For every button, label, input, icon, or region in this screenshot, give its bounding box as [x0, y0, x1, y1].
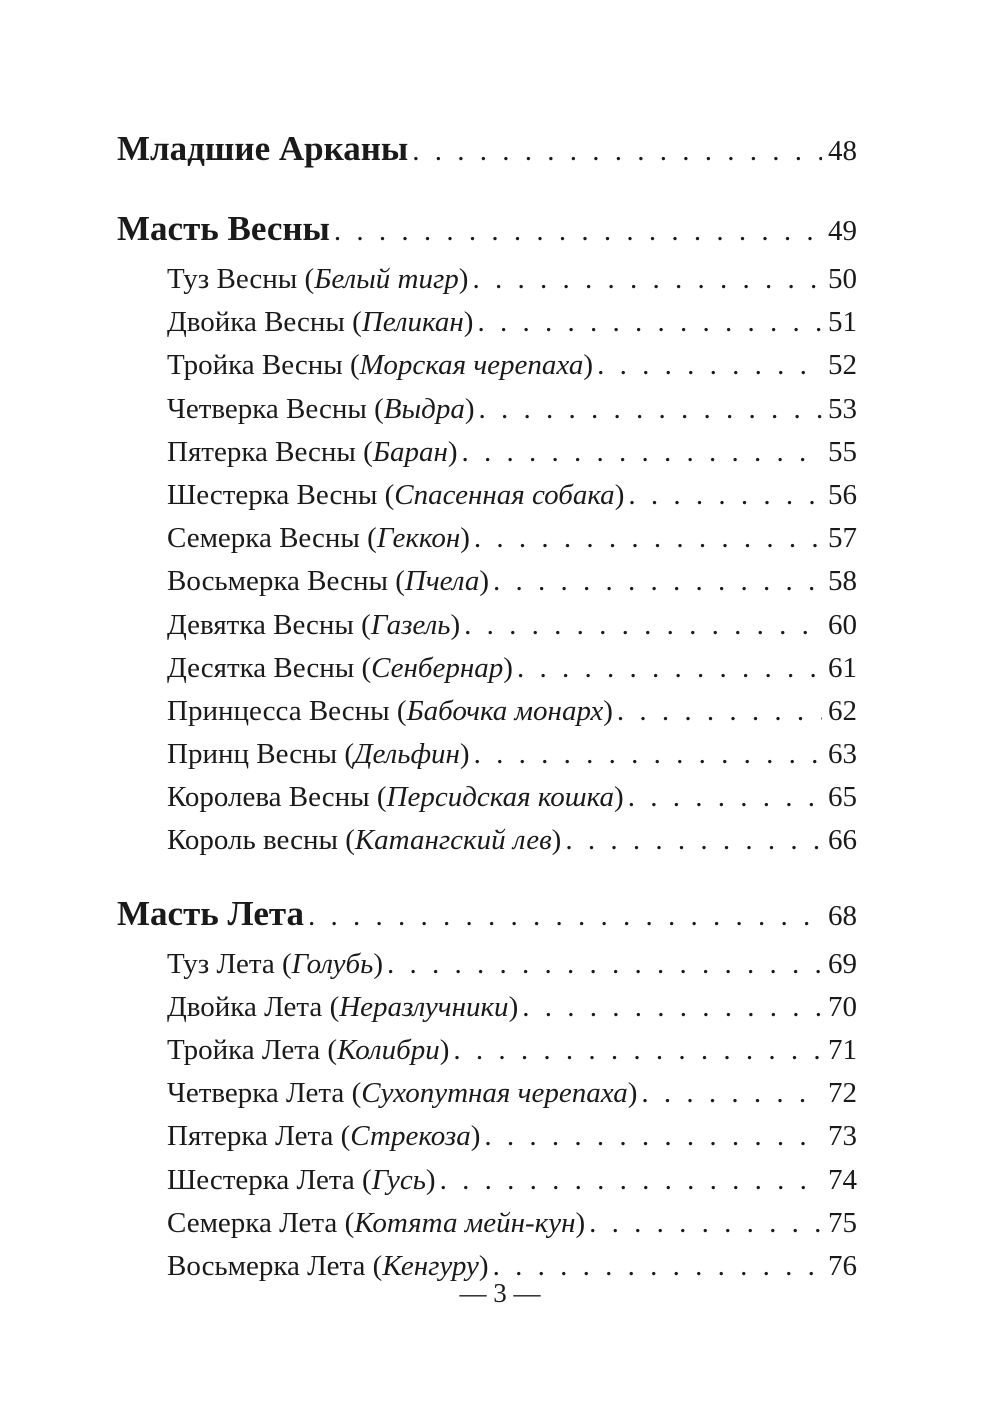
leader-dots	[464, 604, 822, 647]
card-name: Тройка Весны	[167, 349, 343, 382]
page-number: 51	[828, 306, 857, 339]
card-name: Семерка Весны	[167, 522, 360, 555]
entry-title: Семерка Лета (Котята мейн-кун)	[167, 1206, 586, 1239]
leader-dots	[472, 258, 822, 301]
toc-entry[interactable]	[117, 344, 857, 387]
toc-entry[interactable]	[117, 517, 857, 560]
leader-dots	[474, 733, 822, 776]
animal-name: Стрекоза	[350, 1120, 471, 1153]
entry-title: Восьмерка Весны (Пчела)	[167, 565, 490, 598]
entry-title: Пятерка Весны (Баран)	[167, 435, 458, 468]
entry-title: Десятка Весны (Сенбернар)	[167, 651, 513, 684]
entry-title: Четверка Весны (Выдра)	[167, 392, 475, 425]
page-number: 55	[828, 435, 857, 468]
toc-entry[interactable]	[117, 733, 857, 776]
page-number: 53	[828, 392, 857, 425]
entry-title: Двойка Весны (Пеликан)	[167, 306, 474, 339]
card-name: Тройка Лета	[167, 1034, 321, 1066]
entry-title: Король весны (Катангский лев)	[167, 824, 562, 857]
page-number: 74	[828, 1163, 857, 1196]
page-number: 76	[828, 1249, 857, 1282]
animal-name: Бабочка монарх	[406, 694, 604, 727]
toc-entry[interactable]	[117, 1029, 857, 1072]
leader-dots	[462, 431, 822, 474]
toc-entry[interactable]	[117, 943, 857, 986]
animal-name: Баран	[372, 435, 448, 468]
card-name: Двойка Весны	[167, 306, 345, 339]
spacer	[117, 863, 857, 885]
section-title: Масть Весны	[117, 209, 330, 248]
toc-entry[interactable]	[117, 560, 857, 603]
page-number: 66	[828, 824, 857, 857]
card-name: Пятерка Лета	[167, 1120, 334, 1153]
leader-dots	[334, 202, 822, 260]
toc-entry[interactable]	[117, 1115, 857, 1158]
leader-dots	[517, 647, 822, 690]
toc-section-minor-arcana[interactable]	[117, 120, 857, 178]
toc-entry[interactable]	[117, 301, 857, 344]
spring-entry-list	[117, 258, 857, 863]
page-number: 56	[828, 478, 857, 511]
animal-name: Сенбернар	[371, 651, 504, 684]
entry-title: Принц Весны (Дельфин)	[167, 738, 470, 771]
leader-dots	[628, 776, 822, 819]
card-name: Принцесса Весны	[167, 694, 390, 727]
card-name: Восьмерка Весны	[167, 565, 388, 598]
leader-dots	[565, 819, 822, 862]
entry-title: Туз Лета (Голубь)	[167, 947, 384, 980]
page-number: 52	[828, 349, 857, 382]
animal-name: Гусь	[371, 1163, 426, 1196]
page-number: 68	[828, 899, 857, 932]
toc-entry[interactable]	[117, 258, 857, 301]
toc-entry[interactable]	[117, 986, 857, 1029]
page-number: 61	[828, 651, 857, 684]
toc-entry[interactable]	[117, 431, 857, 474]
leader-dots	[617, 690, 822, 733]
page-number: 63	[828, 738, 857, 771]
toc-entry[interactable]	[117, 1202, 857, 1245]
entry-title: Восьмерка Лета (Кенгуру)	[167, 1249, 489, 1282]
animal-name: Геккон	[376, 522, 461, 555]
leader-dots	[440, 1159, 822, 1202]
page-number: 62	[828, 694, 857, 727]
entry-title: Тройка Весны (Морская черепаха)	[167, 349, 594, 382]
toc-entry[interactable]	[117, 819, 857, 862]
page-number: 73	[828, 1120, 857, 1153]
page-number: 65	[828, 781, 857, 814]
page-number: 69	[828, 947, 857, 980]
entry-title: Тройка Лета (Колибри)	[167, 1034, 450, 1066]
toc-entry[interactable]	[117, 474, 857, 517]
leader-dots	[474, 517, 822, 560]
card-name: Четверка Весны	[167, 392, 367, 425]
entry-title: Королева Весны (Персидская кошка)	[167, 781, 624, 814]
card-name: Принц Весны	[167, 738, 338, 771]
leader-dots	[308, 887, 822, 945]
animal-name: Морская черепаха	[359, 349, 584, 382]
animal-name: Котята мейн-кун	[354, 1206, 576, 1239]
leader-dots	[477, 301, 822, 344]
animal-name: Сухопутная черепаха	[361, 1077, 628, 1110]
entry-title: Шестерка Лета (Гусь)	[167, 1163, 436, 1196]
card-name: Шестерка Весны	[167, 478, 378, 511]
toc-entry[interactable]	[117, 647, 857, 690]
card-name: Десятка Весны	[167, 651, 355, 684]
summer-entry-list	[117, 943, 857, 1289]
card-name: Шестерка Лета	[167, 1163, 355, 1196]
page-footer-number: — 3 —	[459, 1278, 541, 1308]
page-number: 57	[828, 522, 857, 555]
page-number: 49	[828, 215, 857, 247]
leader-dots	[412, 122, 822, 180]
animal-name: Голубь	[291, 947, 374, 980]
leader-dots	[522, 986, 822, 1029]
page-number: 72	[828, 1077, 857, 1110]
animal-name: Пеликан	[361, 306, 464, 339]
section-title: Масть Лета	[117, 893, 305, 933]
entry-title: Двойка Лета (Неразлучники)	[167, 990, 519, 1023]
toc-section-spring[interactable]	[117, 200, 857, 258]
card-name: Четверка Лета	[167, 1077, 345, 1110]
toc-entry[interactable]	[117, 604, 857, 647]
entry-title: Семерка Весны (Геккон)	[167, 522, 470, 555]
card-name: Королева Весны	[167, 781, 370, 814]
page-number: 48	[828, 135, 857, 167]
leader-dots	[597, 344, 822, 387]
leader-dots	[628, 474, 822, 517]
toc-section-summer[interactable]	[117, 885, 857, 943]
leader-dots	[493, 560, 822, 603]
card-name: Пятерка Весны	[167, 435, 356, 468]
page-number: 50	[828, 263, 857, 295]
card-name: Двойка Лета	[167, 990, 323, 1023]
entry-title: Принцесса Весны (Бабочка монарх)	[167, 694, 613, 727]
table-of-contents	[117, 120, 857, 1288]
entry-title: Девятка Весны (Газель)	[167, 608, 461, 641]
animal-name: Колибри	[337, 1034, 440, 1066]
animal-name: Белый тигр	[314, 263, 459, 295]
entry-title: Четверка Лета (Сухопутная черепаха)	[167, 1077, 638, 1110]
card-name: Семерка Лета	[167, 1206, 338, 1239]
card-name: Восьмерка Лета	[167, 1249, 366, 1282]
card-name: Девятка Весны	[167, 608, 354, 641]
spacer	[117, 178, 857, 200]
card-name: Король весны	[167, 824, 338, 857]
animal-name: Пчела	[404, 565, 480, 598]
entry-title: Туз Весны (Белый тигр)	[167, 263, 469, 295]
animal-name: Газель	[370, 608, 451, 641]
page-number: 75	[828, 1206, 857, 1239]
animal-name: Катангский лев	[354, 824, 552, 857]
leader-dots	[589, 1202, 822, 1245]
page-number: 60	[828, 608, 857, 641]
toc-entry[interactable]	[117, 388, 857, 431]
page-number: 58	[828, 565, 857, 598]
leader-dots	[484, 1115, 822, 1158]
toc-entry[interactable]	[117, 776, 857, 819]
animal-name: Выдра	[383, 392, 465, 425]
entry-title: Пятерка Лета (Стрекоза)	[167, 1120, 481, 1153]
leader-dots	[479, 388, 823, 431]
entry-title: Шестерка Весны (Спасенная собака)	[167, 478, 625, 511]
card-name: Туз Лета	[167, 947, 275, 980]
section-title: Младшие Арканы	[117, 129, 409, 168]
animal-name: Дельфин	[354, 738, 460, 771]
animal-name: Спасенная собака	[394, 478, 615, 511]
page-number: 71	[828, 1034, 857, 1066]
leader-dots	[387, 943, 822, 986]
toc-entry[interactable]	[117, 690, 857, 733]
animal-name: Кенгуру	[382, 1249, 479, 1282]
toc-entry[interactable]	[117, 1159, 857, 1202]
page-number: 70	[828, 990, 857, 1023]
animal-name: Персидская кошка	[386, 781, 615, 814]
card-name: Туз Весны	[167, 263, 298, 295]
leader-dots	[641, 1072, 822, 1115]
toc-entry[interactable]	[117, 1072, 857, 1115]
leader-dots	[453, 1029, 822, 1072]
animal-name: Неразлучники	[339, 990, 509, 1023]
